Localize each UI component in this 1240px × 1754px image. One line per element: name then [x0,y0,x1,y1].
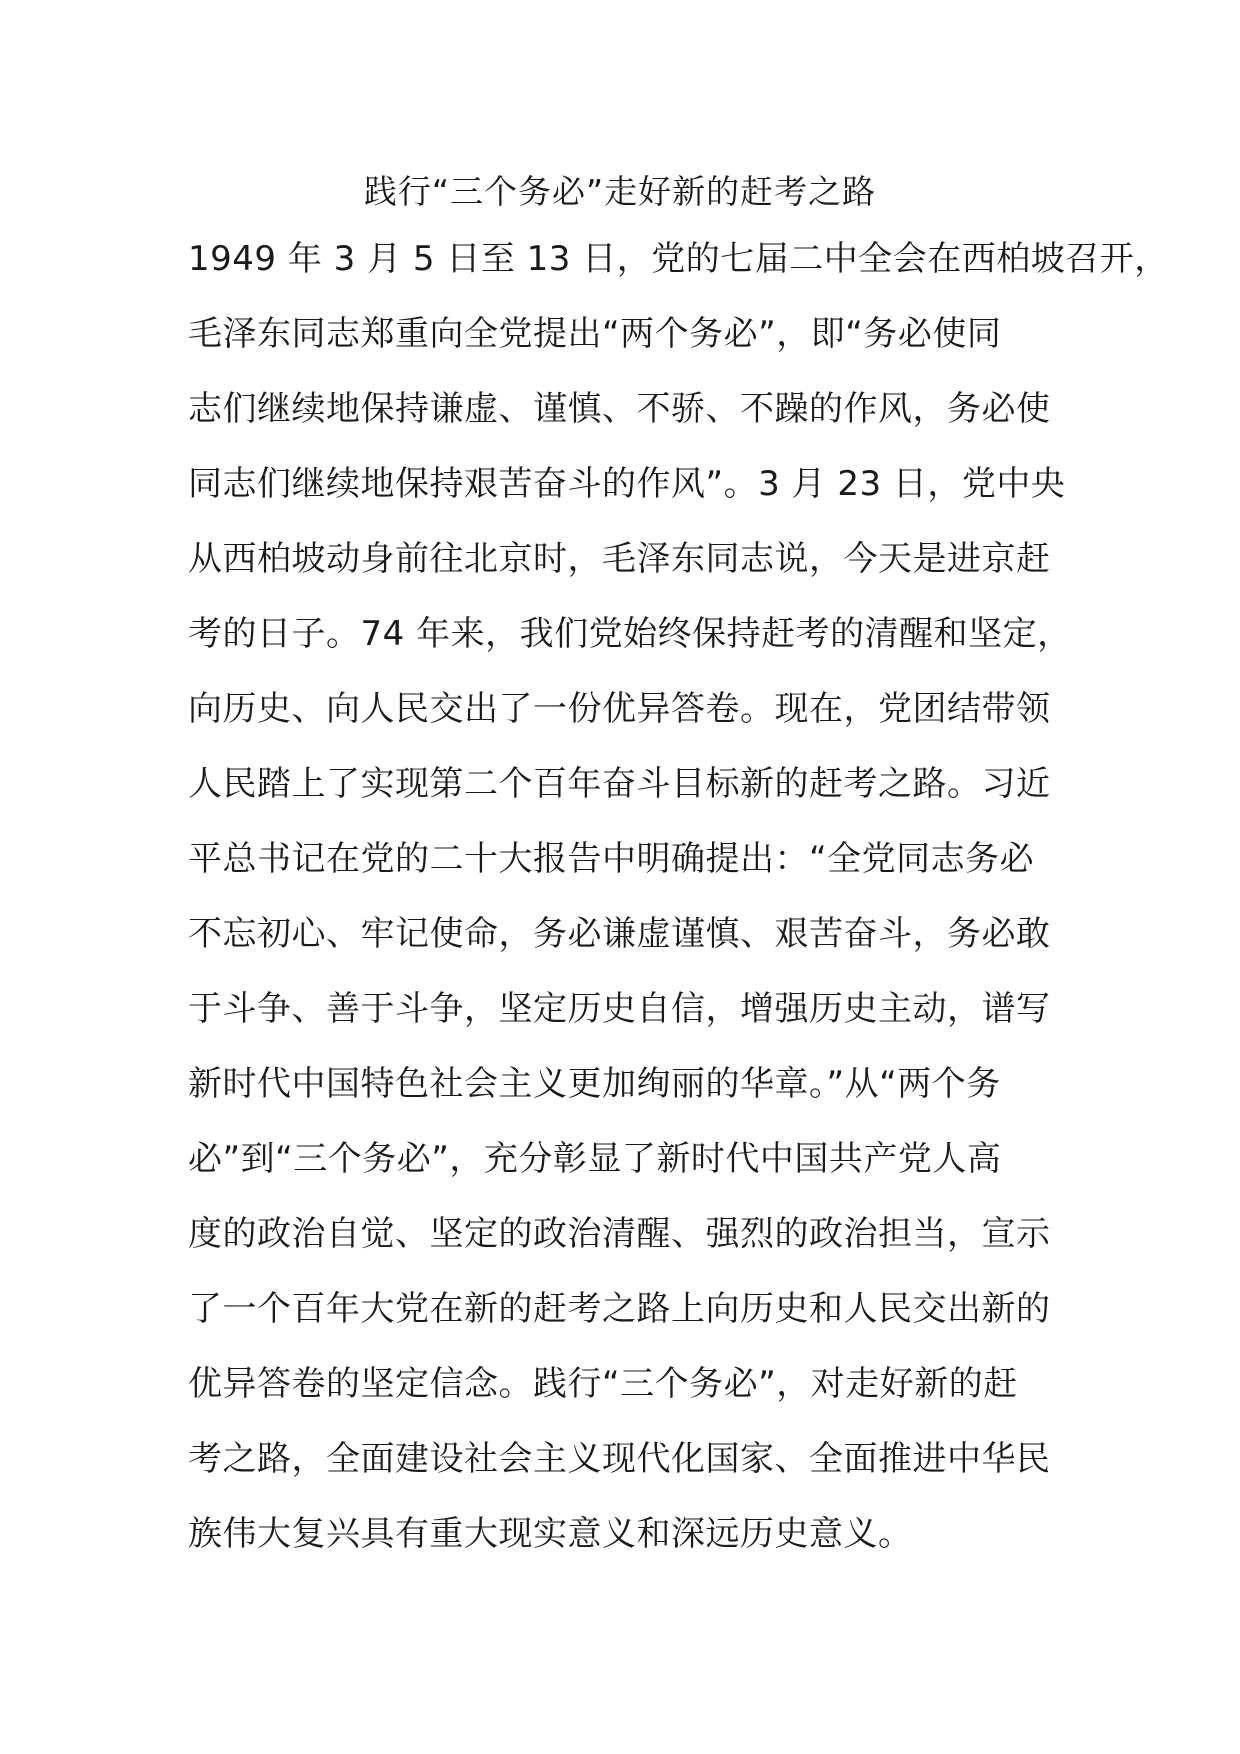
document-title: 践行“三个务必”走好新的赶考之路 [363,172,877,211]
paragraph-line: 平总书记在党的二十大报告中明确提出：“全党同志务必 [188,839,1035,879]
paragraph-line: 毛泽东同志郑重向全党提出“两个务必”，即“务必使同 [188,314,1002,354]
paragraph-line: 从西柏坡动身前往北京时，毛泽东同志说，今天是进京赶 [188,539,1051,579]
paragraph-line: 人民踏上了实现第二个百年奋斗目标新的赶考之路。习近 [188,764,1051,804]
paragraph-line: 必”到“三个务必”，充分彰显了新时代中国共产党人高 [188,1139,1002,1179]
paragraph-line: 向历史、向人民交出了一份优异答卷。现在，党团结带领 [188,689,1051,729]
paragraph-line: 1949 年 3 月 5 日至 13 日，党的七届二中全会在西柏坡召开， [188,239,1169,279]
paragraph-line: 于斗争、善于斗争，坚定历史自信，增强历史主动，谱写 [188,989,1051,1029]
paragraph-line: 族伟大复兴具有重大现实意义和深远历史意义。 [188,1514,913,1554]
paragraph-line: 考的日子。74 年来，我们党始终保持赶考的清醒和坚定， [188,614,1072,654]
paragraph-line: 优异答卷的坚定信念。践行“三个务必”，对走好新的赶 [188,1364,1018,1404]
paragraph-line: 不忘初心、牢记使命，务必谦虚谨慎、艰苦奋斗，务必敢 [188,914,1051,954]
paragraph-line: 度的政治自觉、坚定的政治清醒、强烈的政治担当，宣示 [188,1214,1051,1254]
body-paragraph [188,235,1169,1585]
paragraph-line: 考之路，全面建设社会主义现代化国家、全面推进中华民 [188,1439,1051,1479]
paragraph-line: 志们继续地保持谦虚、谨慎、不骄、不躁的作风，务必使 [188,389,1051,429]
paragraph-line: 新时代中国特色社会主义更加绚丽的华章。”从“两个务 [188,1064,1001,1104]
paragraph-line: 了一个百年大党在新的赶考之路上向历史和人民交出新的 [188,1289,1051,1329]
paragraph-line: 同志们继续地保持艰苦奋斗的作风”。3 月 23 日，党中央 [188,464,1066,504]
